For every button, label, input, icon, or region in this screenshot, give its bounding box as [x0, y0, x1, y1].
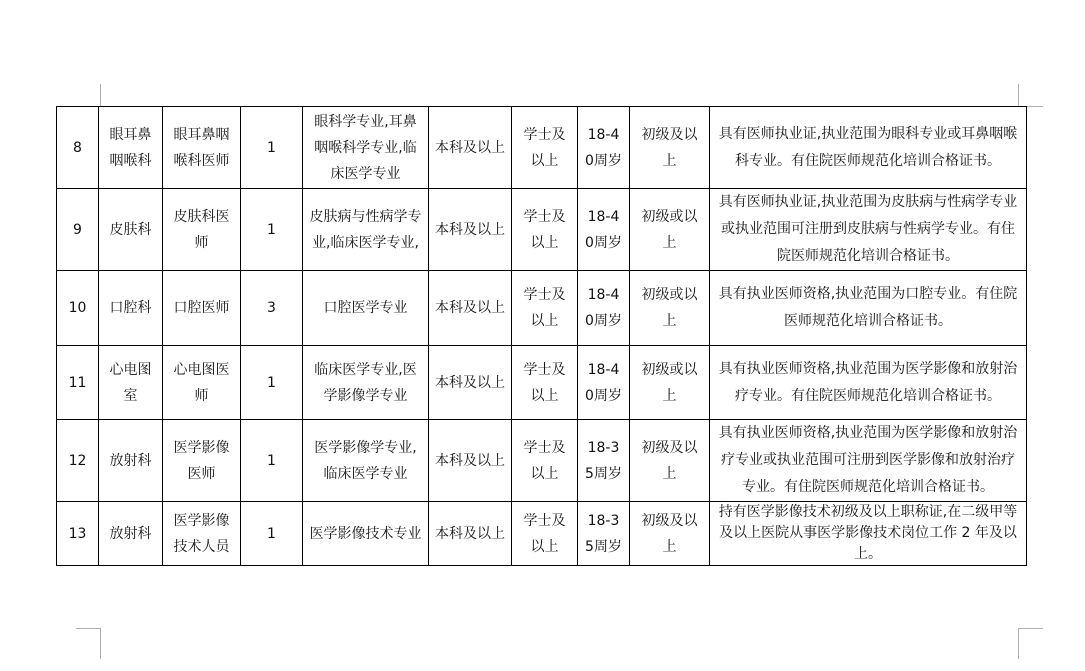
position-cell: 医学影像医师 [163, 420, 241, 502]
headcount-cell: 1 [241, 502, 303, 566]
major-cell: 医学影像技术专业 [303, 502, 429, 566]
title-cell: 初级或以上 [630, 271, 710, 346]
degree-cell: 学士及以上 [512, 189, 578, 271]
requirements-cell: 具有执业医师资格,执业范围为医学影像和放射治疗专业。有住院医师规范化培训合格证书。 [710, 346, 1027, 420]
degree-cell: 学士及以上 [512, 271, 578, 346]
recruitment-table [56, 106, 1027, 566]
department-cell: 放射科 [99, 420, 163, 502]
row-number: 12 [57, 420, 99, 502]
requirements-cell: 具有医师执业证,执业范围为皮肤病与性病学专业或执业范围可注册到皮肤病与性病学专业。有住院医师规范化培训合格证书。 [710, 189, 1027, 271]
department-cell: 放射科 [99, 502, 163, 566]
age-cell: 18-40周岁 [578, 189, 630, 271]
title-cell: 初级及以上 [630, 107, 710, 189]
table-row [57, 420, 1027, 502]
position-cell: 皮肤科医师 [163, 189, 241, 271]
age-cell: 18-40周岁 [578, 107, 630, 189]
headcount-cell: 1 [241, 107, 303, 189]
row-number: 11 [57, 346, 99, 420]
education-cell: 本科及以上 [429, 346, 512, 420]
degree-cell: 学士及以上 [512, 502, 578, 566]
row-number: 13 [57, 502, 99, 566]
row-number: 10 [57, 271, 99, 346]
major-cell: 眼科学专业,耳鼻咽喉科学专业,临床医学专业 [303, 107, 429, 189]
page-corner-mark-bottom-left [76, 628, 101, 659]
age-cell: 18-35周岁 [578, 420, 630, 502]
department-cell: 心电图室 [99, 346, 163, 420]
table-row [57, 502, 1027, 566]
department-cell: 眼耳鼻咽喉科 [99, 107, 163, 189]
title-cell: 初级及以上 [630, 420, 710, 502]
major-cell: 皮肤病与性病学专业,临床医学专业, [303, 189, 429, 271]
position-cell: 口腔医师 [163, 271, 241, 346]
major-cell: 医学影像学专业,临床医学专业 [303, 420, 429, 502]
age-cell: 18-35周岁 [578, 502, 630, 566]
position-cell: 心电图医师 [163, 346, 241, 420]
age-cell: 18-40周岁 [578, 346, 630, 420]
title-cell: 初级及以上 [630, 502, 710, 566]
degree-cell: 学士及以上 [512, 107, 578, 189]
major-cell: 口腔医学专业 [303, 271, 429, 346]
department-cell: 皮肤科 [99, 189, 163, 271]
education-cell: 本科及以上 [429, 107, 512, 189]
page-corner-mark-top-left [76, 84, 101, 107]
education-cell: 本科及以上 [429, 420, 512, 502]
headcount-cell: 1 [241, 189, 303, 271]
position-cell: 医学影像技术人员 [163, 502, 241, 566]
degree-cell: 学士及以上 [512, 420, 578, 502]
major-cell: 临床医学专业,医学影像学专业 [303, 346, 429, 420]
department-cell: 口腔科 [99, 271, 163, 346]
headcount-cell: 3 [241, 271, 303, 346]
table-row [57, 107, 1027, 189]
row-number: 8 [57, 107, 99, 189]
table-row [57, 346, 1027, 420]
table-row [57, 271, 1027, 346]
requirements-cell: 具有执业医师资格,执业范围为口腔专业。有住院医师规范化培训合格证书。 [710, 271, 1027, 346]
degree-cell: 学士及以上 [512, 346, 578, 420]
headcount-cell: 1 [241, 420, 303, 502]
requirements-cell: 具有执业医师资格,执业范围为医学影像和放射治疗专业或执业范围可注册到医学影像和放射治疗专业。有住院医师规范化培训合格证书。 [710, 420, 1027, 502]
row-number: 9 [57, 189, 99, 271]
page-corner-mark-bottom-right [1018, 628, 1043, 659]
requirements-cell: 持有医学影像技术初级及以上职称证,在二级甲等及以上医院从事医学影像技术岗位工作 2 年及以上。 [710, 502, 1027, 566]
position-cell: 眼耳鼻咽喉科医师 [163, 107, 241, 189]
requirements-cell: 具有医师执业证,执业范围为眼科专业或耳鼻咽喉科专业。有住院医师规范化培训合格证书。 [710, 107, 1027, 189]
table-row [57, 189, 1027, 271]
education-cell: 本科及以上 [429, 502, 512, 566]
age-cell: 18-40周岁 [578, 271, 630, 346]
headcount-cell: 1 [241, 346, 303, 420]
education-cell: 本科及以上 [429, 189, 512, 271]
page-corner-mark-top-right [1018, 84, 1043, 107]
education-cell: 本科及以上 [429, 271, 512, 346]
title-cell: 初级或以上 [630, 189, 710, 271]
title-cell: 初级或以上 [630, 346, 710, 420]
